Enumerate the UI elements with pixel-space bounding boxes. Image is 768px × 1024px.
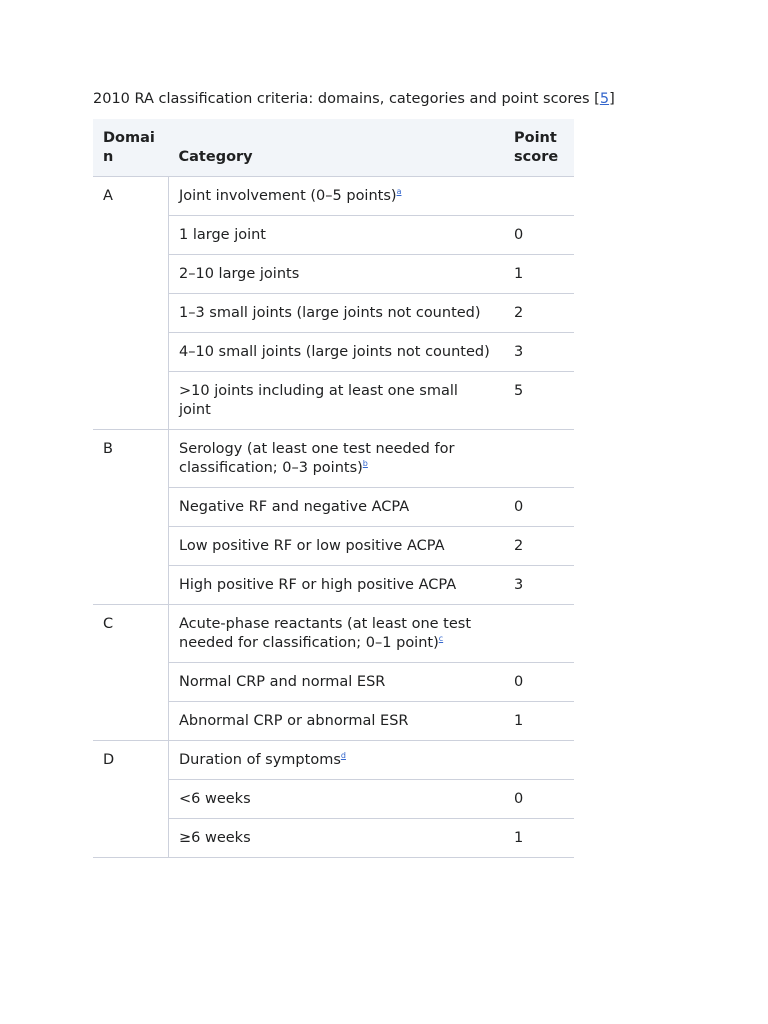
domain-title-score — [504, 605, 574, 663]
domain-column-header: Domain — [93, 119, 169, 177]
domain-title-score — [504, 741, 574, 780]
footnote-link[interactable]: c — [438, 634, 444, 643]
category-cell: Low positive RF or low positive ACPA — [169, 527, 505, 566]
domain-letter: D — [93, 741, 169, 858]
domain-title-row — [93, 605, 574, 663]
category-cell: High positive RF or high positive ACPA — [169, 566, 505, 605]
score-cell: 5 — [504, 372, 574, 430]
score-cell: 0 — [504, 780, 574, 819]
header-row — [93, 119, 574, 177]
category-cell: Abnormal CRP or abnormal ESR — [169, 702, 505, 741]
score-cell: 1 — [504, 255, 574, 294]
category-cell: 2–10 large joints — [169, 255, 505, 294]
score-column-header: Point score — [504, 119, 574, 177]
category-cell: ≥6 weeks — [169, 819, 505, 858]
criteria-table — [93, 119, 574, 858]
score-cell: 3 — [504, 566, 574, 605]
footnote-link[interactable]: b — [362, 459, 368, 468]
criteria-body — [93, 177, 574, 858]
domain-letter: A — [93, 177, 169, 430]
domain-title: Duration of symptoms$^d$ — [169, 741, 505, 780]
score-cell: 2 — [504, 527, 574, 566]
domain-title-score — [504, 430, 574, 488]
domain-letter: B — [93, 430, 169, 605]
category-cell: >10 joints including at least one small joint — [169, 372, 505, 430]
category-column-header: Category — [169, 119, 505, 177]
category-cell: 4–10 small joints (large joints not counted) — [169, 333, 505, 372]
domain-letter: C — [93, 605, 169, 741]
reference-link[interactable]: 5 — [599, 91, 610, 107]
domain-title-row — [93, 430, 574, 488]
score-cell: 0 — [504, 488, 574, 527]
score-cell: 1 — [504, 702, 574, 741]
domain-title: Acute-phase reactants (at least one test needed for classification; 0–1 point)$^c$ — [169, 605, 505, 663]
domain-title-score — [504, 177, 574, 216]
footnote-link[interactable]: d — [340, 751, 346, 760]
category-cell: <6 weeks — [169, 780, 505, 819]
domain-title-row — [93, 177, 574, 216]
category-cell: Negative RF and negative ACPA — [169, 488, 505, 527]
caption-text: 2010 RA classification criteria: domains, categories and point scores [ — [93, 91, 600, 107]
category-cell: 1–3 small joints (large joints not counted) — [169, 294, 505, 333]
domain-title: Joint involvement (0–5 points)$^a$ — [169, 177, 505, 216]
category-cell: 1 large joint — [169, 216, 505, 255]
score-cell: 3 — [504, 333, 574, 372]
category-cell: Normal CRP and normal ESR — [169, 663, 505, 702]
footnote-link[interactable]: a — [396, 187, 402, 196]
score-cell: 2 — [504, 294, 574, 333]
score-cell: 1 — [504, 819, 574, 858]
caption-close: ] — [609, 91, 615, 107]
score-cell: 0 — [504, 663, 574, 702]
domain-title-row — [93, 741, 574, 780]
table-caption — [93, 91, 615, 107]
domain-title: Serology (at least one test needed for classification; 0–3 points)$^b$ — [169, 430, 505, 488]
score-cell: 0 — [504, 216, 574, 255]
